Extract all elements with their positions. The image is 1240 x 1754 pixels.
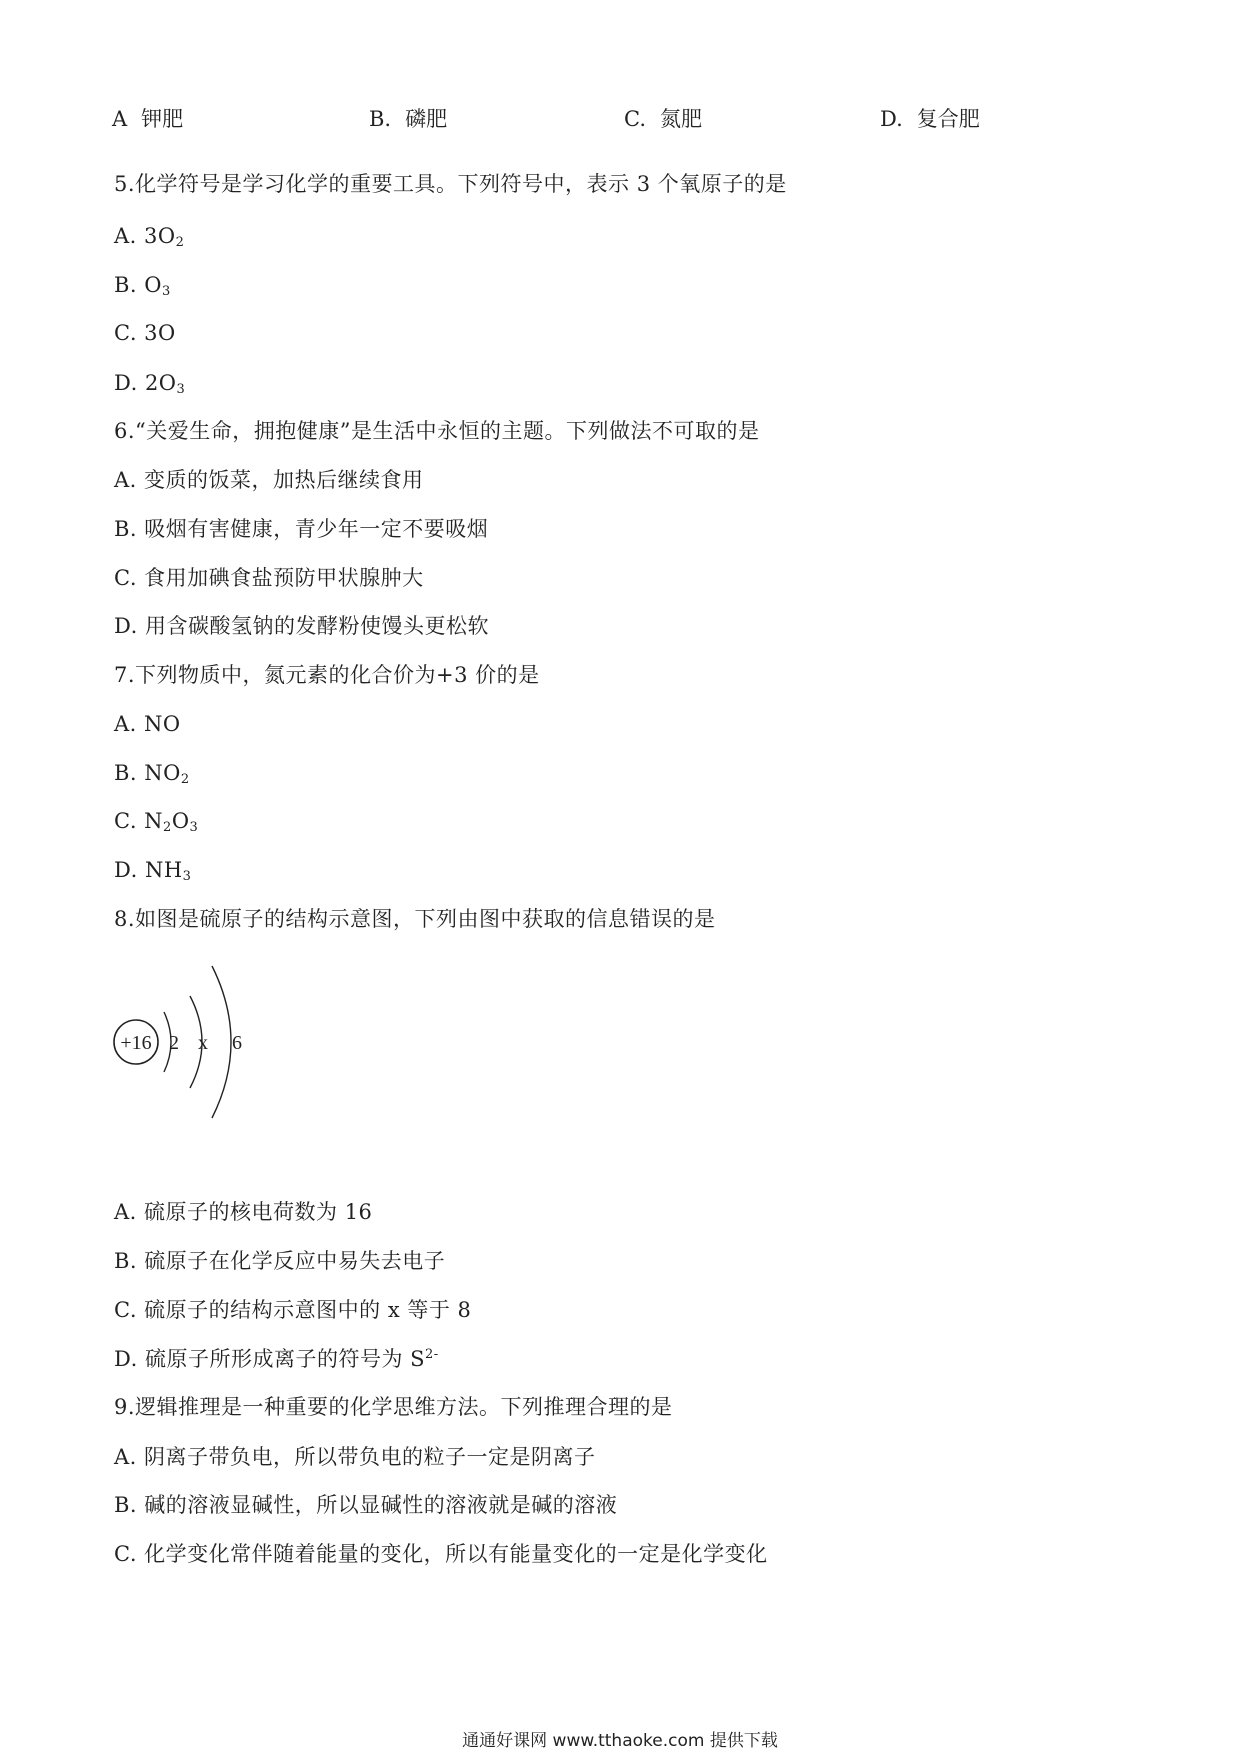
q5-option-b-text: B. O	[114, 273, 162, 297]
q6-option-d: D. 用含碳酸氢钠的发酵粉使馒头更松软	[114, 614, 489, 638]
q9-option-b: B. 碱的溶液显碱性，所以显碱性的溶液就是碱的溶液	[114, 1493, 618, 1517]
q8-option-d-superscript: 2-	[425, 1347, 439, 1362]
q8-option-b: B. 硫原子在化学反应中易失去电子	[114, 1249, 446, 1273]
q4-option-c-text: 氮肥	[660, 107, 702, 131]
q9-stem: 9.逻辑推理是一种重要的化学思维方法。下列推理合理的是	[114, 1395, 673, 1419]
q8-option-c: C. 硫原子的结构示意图中的 x 等于 8	[114, 1298, 472, 1322]
q4-option-c-label: C.	[624, 107, 646, 131]
q6-option-b: B. 吸烟有害健康，青少年一定不要吸烟	[114, 517, 489, 541]
q7-option-c-subscript-1: 2	[163, 820, 172, 835]
q4-option-a	[112, 104, 183, 134]
electron-shell-3-arc	[212, 966, 231, 1118]
q6-option-c: C. 食用加碘食盐预防甲状腺肿大	[114, 566, 424, 590]
q4-option-d	[880, 104, 980, 134]
sulfur-atom-structure-diagram	[112, 962, 262, 1122]
q5-option-d	[114, 368, 185, 398]
shell-1-electrons: 2	[169, 1032, 179, 1054]
q5-option-a-subscript: 2	[175, 235, 185, 250]
q5-option-c: C. 3O	[114, 321, 176, 345]
q6-option-a: A. 变质的饭菜，加热后继续食用	[114, 468, 424, 492]
q5-option-b-subscript: 3	[162, 284, 171, 299]
q7-option-c	[114, 806, 198, 836]
q7-option-c-subscript-2: 3	[189, 820, 199, 835]
q4-option-c	[624, 104, 702, 134]
q7-option-d-subscript: 3	[182, 869, 192, 884]
q5-option-d-subscript: 3	[176, 382, 186, 397]
q7-option-b-subscript: 2	[180, 772, 190, 787]
q9-option-a: A. 阴离子带负电，所以带负电的粒子一定是阴离子	[114, 1445, 596, 1469]
q4-option-a-label: A	[112, 107, 128, 131]
q8-option-a: A. 硫原子的核电荷数为 16	[114, 1200, 373, 1224]
q4-option-b	[369, 104, 447, 134]
q9-option-c: C. 化学变化常伴随着能量的变化，所以有能量变化的一定是化学变化	[114, 1542, 768, 1566]
nucleus-charge-label: +16	[120, 1032, 152, 1054]
q7-option-a: A. NO	[114, 712, 181, 736]
q7-option-b-text: B. NO	[114, 761, 181, 785]
q7-stem: 7.下列物质中，氮元素的化合价为+3 价的是	[114, 663, 540, 687]
q5-option-b	[114, 270, 171, 300]
q5-option-d-text: D. 2O	[114, 371, 177, 395]
q7-option-c-text: C. N	[114, 809, 164, 833]
q4-option-d-text: 复合肥	[916, 107, 980, 131]
q7-option-c-text-mid: O	[171, 809, 190, 833]
q8-option-d-text: D. 硫原子所形成离子的符号为 S	[114, 1347, 425, 1371]
q4-option-a-text: 钾肥	[141, 107, 184, 131]
shell-3-electrons: 6	[232, 1032, 242, 1054]
page-footer: 通通好课网 www.tthaoke.com 提供下载	[462, 1731, 778, 1751]
q8-option-d	[114, 1344, 439, 1374]
q8-stem: 8.如图是硫原子的结构示意图，下列由图中获取的信息错误的是	[114, 907, 716, 931]
q5-option-a-text: A. 3O	[114, 224, 176, 248]
q4-option-d-label: D.	[880, 107, 903, 131]
q4-option-b-text: 磷肥	[405, 107, 448, 131]
q4-option-b-label: B.	[369, 107, 392, 131]
shell-2-electrons: x	[198, 1032, 208, 1054]
q6-stem: 6.“关爱生命，拥抱健康”是生活中永恒的主题。下列做法不可取的是	[114, 419, 760, 443]
q5-stem: 5.化学符号是学习化学的重要工具。下列符号中，表示 3 个氧原子的是	[114, 172, 787, 196]
q5-option-a	[114, 221, 184, 251]
q7-option-d-text: D. NH	[114, 858, 183, 882]
q7-option-d	[114, 855, 191, 885]
q7-option-b	[114, 758, 190, 788]
